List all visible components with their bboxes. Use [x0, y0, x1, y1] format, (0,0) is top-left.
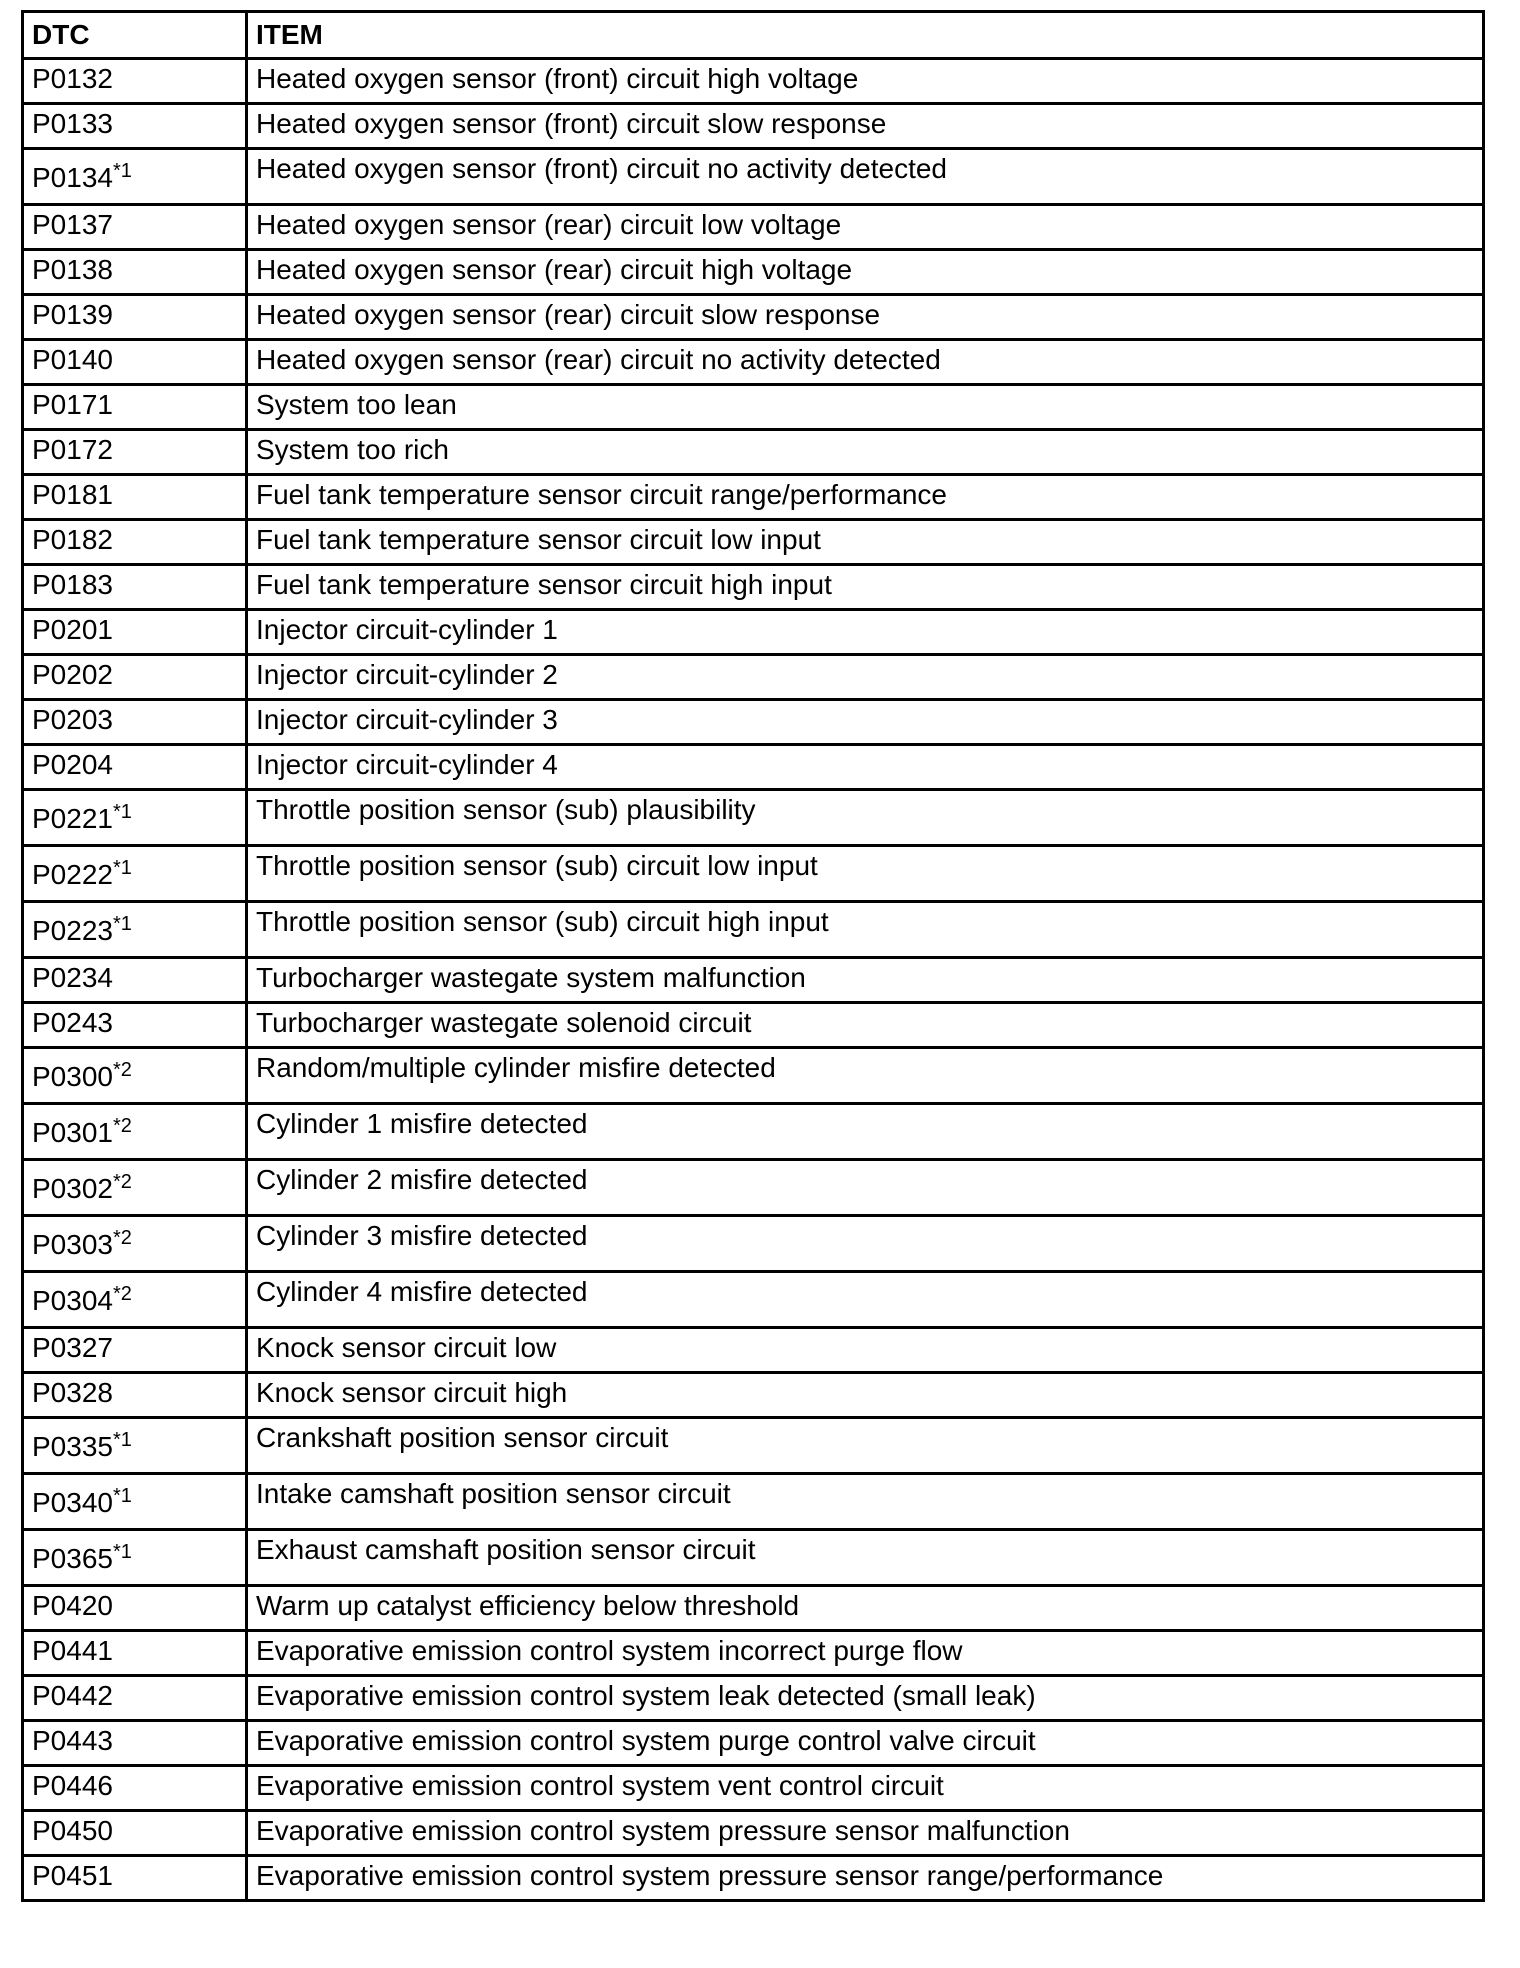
table-body — [23, 59, 1484, 1901]
table-row — [23, 340, 1484, 385]
dtc-code: P0171 — [32, 389, 113, 420]
dtc-item-description: Warm up catalyst efficiency below threshold — [247, 1586, 1484, 1631]
dtc-code-cell — [23, 250, 247, 295]
item-column-header: ITEM — [247, 12, 1484, 59]
table-row — [23, 1811, 1484, 1856]
dtc-code: P0201 — [32, 614, 113, 645]
dtc-code-cell — [23, 958, 247, 1003]
dtc-item-description: Cylinder 3 misfire detected — [247, 1216, 1484, 1272]
dtc-item-description: Injector circuit-cylinder 4 — [247, 745, 1484, 790]
dtc-table — [21, 10, 1485, 1902]
dtc-code-cell — [23, 1418, 247, 1474]
table-row — [23, 1328, 1484, 1373]
dtc-code: P0182 — [32, 524, 113, 555]
dtc-code: P0222 — [32, 859, 113, 890]
table-row — [23, 295, 1484, 340]
dtc-code-cell — [23, 1856, 247, 1901]
dtc-item-description: Throttle position sensor (sub) plausibility — [247, 790, 1484, 846]
dtc-code-cell — [23, 790, 247, 846]
dtc-item-description: Heated oxygen sensor (front) circuit slow response — [247, 104, 1484, 149]
dtc-code: P0234 — [32, 962, 113, 993]
footnote-mark: *1 — [112, 1485, 132, 1507]
dtc-code-cell — [23, 59, 247, 104]
dtc-code-cell — [23, 430, 247, 475]
dtc-code: P0139 — [32, 299, 113, 330]
dtc-item-description: Evaporative emission control system vent control circuit — [247, 1766, 1484, 1811]
table-row — [23, 1530, 1484, 1586]
footnote-mark: *1 — [112, 913, 132, 935]
header-row — [23, 12, 1484, 59]
dtc-code-cell — [23, 1721, 247, 1766]
footnote-mark: *2 — [112, 1115, 132, 1137]
dtc-code-cell — [23, 149, 247, 205]
dtc-item-description: Evaporative emission control system pressure sensor malfunction — [247, 1811, 1484, 1856]
footnote-mark: *1 — [112, 160, 132, 182]
table-row — [23, 1160, 1484, 1216]
dtc-item-description: Heated oxygen sensor (rear) circuit no activity detected — [247, 340, 1484, 385]
dtc-item-description: Throttle position sensor (sub) circuit low input — [247, 846, 1484, 902]
table-row — [23, 902, 1484, 958]
table-row — [23, 385, 1484, 430]
table-row — [23, 1631, 1484, 1676]
table-row — [23, 1272, 1484, 1328]
dtc-item-description: Cylinder 2 misfire detected — [247, 1160, 1484, 1216]
dtc-code: P0181 — [32, 479, 113, 510]
footnote-mark: *2 — [112, 1283, 132, 1305]
footnote-mark: *2 — [112, 1227, 132, 1249]
dtc-item-description: Heated oxygen sensor (front) circuit no activity detected — [247, 149, 1484, 205]
table-row — [23, 1586, 1484, 1631]
dtc-code: P0420 — [32, 1590, 113, 1621]
dtc-item-description: Evaporative emission control system incorrect purge flow — [247, 1631, 1484, 1676]
dtc-code-cell — [23, 1216, 247, 1272]
table-row — [23, 1474, 1484, 1530]
dtc-code-cell — [23, 1676, 247, 1721]
dtc-item-description: Throttle position sensor (sub) circuit high input — [247, 902, 1484, 958]
table-row — [23, 59, 1484, 104]
footnote-mark: *1 — [112, 1429, 132, 1451]
dtc-item-description: Heated oxygen sensor (rear) circuit slow response — [247, 295, 1484, 340]
dtc-code-cell — [23, 1104, 247, 1160]
dtc-code: P0300 — [32, 1061, 113, 1092]
dtc-code: P0137 — [32, 209, 113, 240]
table-row — [23, 1856, 1484, 1901]
dtc-code: P0302 — [32, 1173, 113, 1204]
table-row — [23, 565, 1484, 610]
table-row — [23, 1104, 1484, 1160]
dtc-code: P0221 — [32, 803, 113, 834]
dtc-code: P0134 — [32, 162, 113, 193]
dtc-code-cell — [23, 1474, 247, 1530]
dtc-code-cell — [23, 846, 247, 902]
table-row — [23, 205, 1484, 250]
table-row — [23, 1216, 1484, 1272]
dtc-code-cell — [23, 902, 247, 958]
footnote-mark: *2 — [112, 1171, 132, 1193]
dtc-item-description: Heated oxygen sensor (rear) circuit high voltage — [247, 250, 1484, 295]
dtc-item-description: Crankshaft position sensor circuit — [247, 1418, 1484, 1474]
dtc-code: P0328 — [32, 1377, 113, 1408]
dtc-item-description: System too lean — [247, 385, 1484, 430]
dtc-item-description: Turbocharger wastegate system malfunction — [247, 958, 1484, 1003]
table-row — [23, 1676, 1484, 1721]
dtc-code-cell — [23, 565, 247, 610]
dtc-code: P0443 — [32, 1725, 113, 1756]
table-row — [23, 250, 1484, 295]
dtc-item-description: Evaporative emission control system pressure sensor range/performance — [247, 1856, 1484, 1901]
table-row — [23, 958, 1484, 1003]
table-row — [23, 1048, 1484, 1104]
dtc-code-cell — [23, 1003, 247, 1048]
dtc-item-description: Injector circuit-cylinder 3 — [247, 700, 1484, 745]
dtc-code: P0301 — [32, 1117, 113, 1148]
table-row — [23, 846, 1484, 902]
dtc-code-cell — [23, 520, 247, 565]
table-row — [23, 520, 1484, 565]
table-row — [23, 475, 1484, 520]
dtc-item-description: Intake camshaft position sensor circuit — [247, 1474, 1484, 1530]
dtc-code: P0365 — [32, 1543, 113, 1574]
dtc-code-cell — [23, 205, 247, 250]
dtc-item-description: Heated oxygen sensor (front) circuit high voltage — [247, 59, 1484, 104]
table-row — [23, 1003, 1484, 1048]
table-row — [23, 700, 1484, 745]
dtc-code: P0450 — [32, 1815, 113, 1846]
footnote-mark: *1 — [112, 801, 132, 823]
table-row — [23, 790, 1484, 846]
dtc-code: P0204 — [32, 749, 113, 780]
dtc-code: P0304 — [32, 1285, 113, 1316]
dtc-item-description: Evaporative emission control system leak detected (small leak) — [247, 1676, 1484, 1721]
dtc-code-cell — [23, 104, 247, 149]
footnote-mark: *1 — [112, 857, 132, 879]
footnote-mark: *2 — [112, 1059, 132, 1081]
dtc-code-cell — [23, 745, 247, 790]
dtc-code: P0446 — [32, 1770, 113, 1801]
dtc-code-cell — [23, 1631, 247, 1676]
dtc-code-cell — [23, 385, 247, 430]
dtc-code: P0340 — [32, 1487, 113, 1518]
dtc-code: P0202 — [32, 659, 113, 690]
table-row — [23, 1418, 1484, 1474]
dtc-item-description: Evaporative emission control system purge control valve circuit — [247, 1721, 1484, 1766]
dtc-code: P0303 — [32, 1229, 113, 1260]
dtc-item-description: Knock sensor circuit low — [247, 1328, 1484, 1373]
dtc-code-cell — [23, 340, 247, 385]
dtc-code: P0327 — [32, 1332, 113, 1363]
table-row — [23, 1721, 1484, 1766]
dtc-code: P0138 — [32, 254, 113, 285]
dtc-item-description: Cylinder 4 misfire detected — [247, 1272, 1484, 1328]
dtc-code: P0203 — [32, 704, 113, 735]
dtc-code-cell — [23, 610, 247, 655]
dtc-item-description: Injector circuit-cylinder 1 — [247, 610, 1484, 655]
dtc-code: P0183 — [32, 569, 113, 600]
table-row — [23, 430, 1484, 475]
dtc-code: P0442 — [32, 1680, 113, 1711]
dtc-item-description: Fuel tank temperature sensor circuit low input — [247, 520, 1484, 565]
table-row — [23, 610, 1484, 655]
dtc-code-cell — [23, 1160, 247, 1216]
dtc-code: P0133 — [32, 108, 113, 139]
dtc-code: P0172 — [32, 434, 113, 465]
dtc-code: P0140 — [32, 344, 113, 375]
dtc-code-cell — [23, 655, 247, 700]
dtc-code-cell — [23, 1766, 247, 1811]
dtc-item-description: Cylinder 1 misfire detected — [247, 1104, 1484, 1160]
dtc-item-description: Heated oxygen sensor (rear) circuit low voltage — [247, 205, 1484, 250]
dtc-item-description: Injector circuit-cylinder 2 — [247, 655, 1484, 700]
dtc-item-description: System too rich — [247, 430, 1484, 475]
dtc-code-cell — [23, 1530, 247, 1586]
footnote-mark: *1 — [112, 1541, 132, 1563]
dtc-item-description: Fuel tank temperature sensor circuit range/performance — [247, 475, 1484, 520]
dtc-code-cell — [23, 1586, 247, 1631]
dtc-code-cell — [23, 1373, 247, 1418]
table-row — [23, 149, 1484, 205]
dtc-code: P0132 — [32, 63, 113, 94]
dtc-item-description: Knock sensor circuit high — [247, 1373, 1484, 1418]
dtc-column-header: DTC — [23, 12, 247, 59]
table-row — [23, 1373, 1484, 1418]
dtc-code-cell — [23, 475, 247, 520]
dtc-item-description: Exhaust camshaft position sensor circuit — [247, 1530, 1484, 1586]
table-row — [23, 1766, 1484, 1811]
dtc-item-description: Fuel tank temperature sensor circuit high input — [247, 565, 1484, 610]
dtc-code: P0243 — [32, 1007, 113, 1038]
dtc-code-cell — [23, 1048, 247, 1104]
dtc-code: P0451 — [32, 1860, 113, 1891]
dtc-code-cell — [23, 1811, 247, 1856]
dtc-item-description: Turbocharger wastegate solenoid circuit — [247, 1003, 1484, 1048]
dtc-item-description: Random/multiple cylinder misfire detected — [247, 1048, 1484, 1104]
table-row — [23, 655, 1484, 700]
dtc-code: P0223 — [32, 915, 113, 946]
table-row — [23, 745, 1484, 790]
dtc-code-cell — [23, 1272, 247, 1328]
dtc-code-cell — [23, 700, 247, 745]
dtc-code: P0335 — [32, 1431, 113, 1462]
table-row — [23, 104, 1484, 149]
dtc-code: P0441 — [32, 1635, 113, 1666]
dtc-code-cell — [23, 295, 247, 340]
dtc-code-cell — [23, 1328, 247, 1373]
